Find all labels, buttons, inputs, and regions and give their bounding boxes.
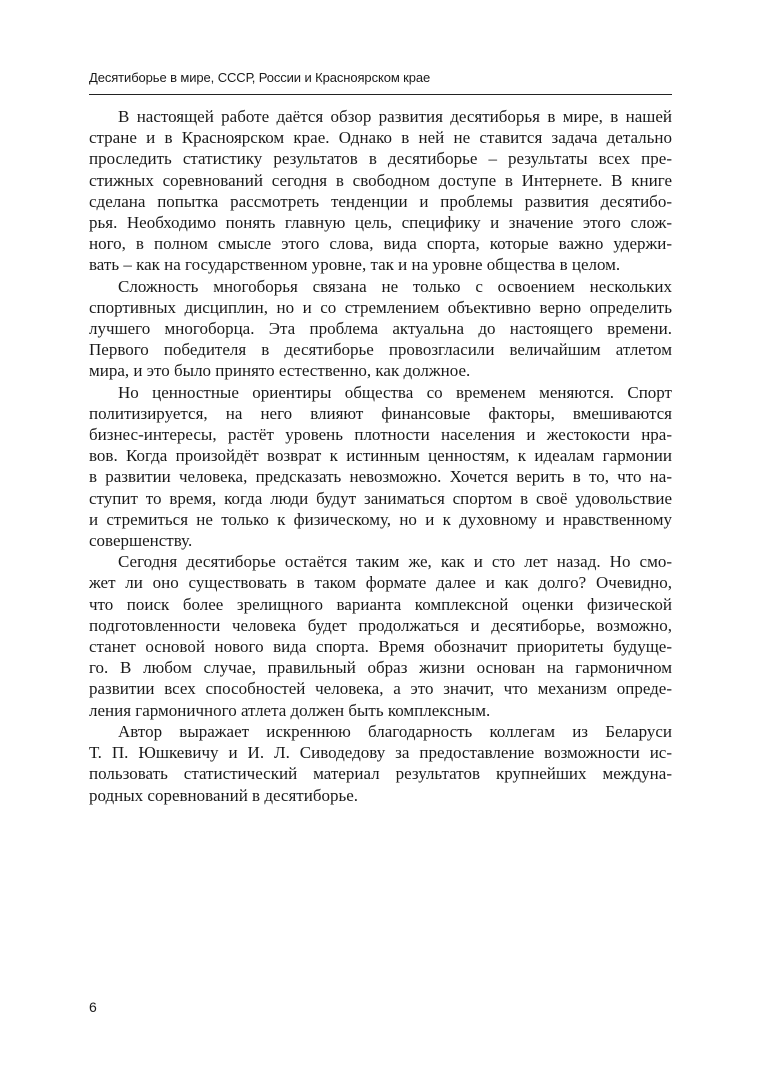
text-line: и стремиться не только к физическому, но и к духовному и нравственному <box>89 509 672 529</box>
page-number: 6 <box>89 999 97 1015</box>
text-line: родных соревнований в десятиборье. <box>89 785 359 805</box>
text-line: бизнес-интересы, растёт уровень плотности населения и жестокости нра- <box>89 425 672 445</box>
body-text <box>89 106 672 806</box>
text-line: ступит то время, когда люди будут заниматься спортом в своё удовольствие <box>89 488 672 508</box>
text-line: пользовать статистический материал результатов крупнейших междуна- <box>89 764 672 784</box>
text-line: спортивных дисциплин, но и со стремлением объективно верно определить <box>89 297 672 317</box>
text-line: лучшего многоборца. Эта проблема актуальна до настоящего времени. <box>89 319 672 339</box>
text-line: Но ценностные ориентиры общества со временем меняются. Спорт <box>118 382 672 402</box>
text-line: Автор выражает искреннюю благодарность коллегам из Беларуси <box>118 721 672 741</box>
header-rule <box>89 94 672 95</box>
text-line: вов. Когда произойдёт возврат к истинным ценностям, к идеалам гармонии <box>89 446 672 466</box>
text-line: Сегодня десятиборье остаётся таким же, как и сто лет назад. Но смо- <box>118 552 672 572</box>
text-line: ления гармоничного атлета должен быть комплексным. <box>89 700 491 720</box>
text-line: Сложность многоборья связана не только с освоением нескольких <box>118 276 672 296</box>
text-line: стижных соревнований сегодня в свободном доступе в Интернете. В книге <box>89 170 672 190</box>
text-line: политизируется, на него влияют финансовые факторы, вмешиваются <box>89 403 672 423</box>
text-line: Т. П. Юшкевичу и И. Л. Сиводедову за предоставление возможности ис- <box>89 743 672 763</box>
text-line: мира, и это было принято естественно, как должное. <box>89 361 471 381</box>
paragraph-complexity <box>89 276 672 382</box>
text-line: вать – как на государственном уровне, так и на уровне общества в целом. <box>89 255 621 275</box>
text-line: совершенству. <box>89 531 193 551</box>
text-line: что поиск более зрелищного варианта комплексной оценки физической <box>89 594 672 614</box>
text-line: в развитии человека, предсказать невозможно. Хочется верить в то, что на- <box>89 467 672 487</box>
paragraph-future <box>89 551 672 721</box>
text-line: го. В любом случае, правильный образ жизни основан на гармоничном <box>89 658 672 678</box>
text-line: станет основой нового вида спорта. Время обозначит приоритеты будуще- <box>89 637 672 657</box>
text-line: ного, в полном смысле этого слова, вида спорта, которые важно удержи- <box>89 234 672 254</box>
text-line: В настоящей работе даётся обзор развития десятиборья в мире, в нашей <box>118 107 672 126</box>
text-line: развитии всех способностей человека, а это значит, что механизм опреде- <box>89 679 672 699</box>
text-line: стране и в Красноярском крае. Однако в ней не ставится задача детально <box>89 128 672 148</box>
text-line: подготовленности человека будет продолжаться и десятиборье, возможно, <box>89 615 672 635</box>
paragraph-values <box>89 382 672 552</box>
running-header: Десятиборье в мире, СССР, России и Красноярском крае <box>89 70 431 85</box>
text-line: проследить статистику результатов в десятиборье – результаты всех пре- <box>89 149 672 169</box>
paragraph-acknowledgements <box>89 721 672 806</box>
text-line: сделана попытка рассмотреть тенденции и проблемы развития десятибо- <box>89 191 672 211</box>
paragraph-intro <box>89 106 672 276</box>
text-line: рья. Необходимо понять главную цель, специфику и значение этого слож- <box>89 213 672 233</box>
text-line: жет ли оно существовать в таком формате далее и как долго? Очевидно, <box>89 573 672 593</box>
text-line: Первого победителя в десятиборье провозгласили величайшим атлетом <box>89 340 672 360</box>
